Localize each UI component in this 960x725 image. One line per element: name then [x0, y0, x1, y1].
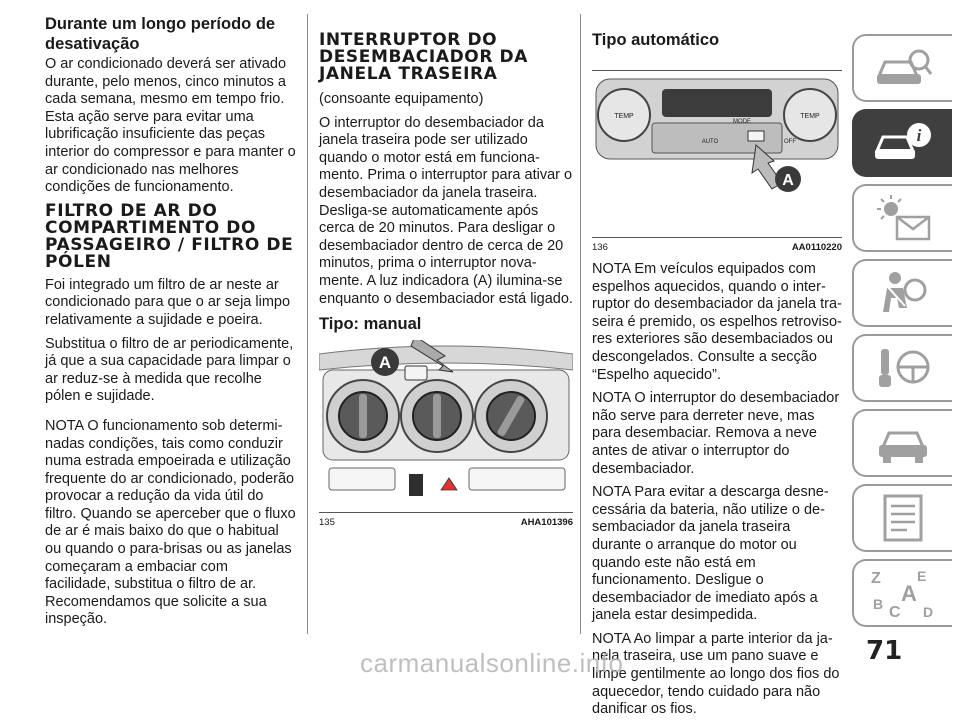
paragraph-auto-3: NOTA Para evitar a descarga desnecessária da bateria, não utilize o desembaciador da janela traseira durante o arranque do motor ou quando este não está em funcionamento. Desligue o desembaciador de imediato após a janela estar desimpedida.: [592, 484, 829, 624]
tab-warning-lights[interactable]: [852, 184, 952, 252]
label-mode: MODE: [733, 119, 751, 125]
figure-code: AA0110220: [791, 242, 842, 253]
svg-text:D: D: [923, 604, 934, 620]
section-tabs: [852, 34, 952, 634]
svg-text:C: C: [889, 604, 901, 621]
tab-starting-driving[interactable]: [852, 334, 952, 402]
tab-car-info[interactable]: [852, 109, 952, 177]
svg-text:i: i: [916, 126, 922, 145]
svg-text:Z: Z: [871, 570, 881, 587]
page-number: 71: [866, 636, 903, 666]
heading-auto: Tipo automático: [592, 31, 720, 49]
tab-safety[interactable]: [852, 259, 952, 327]
label-off: OFF: [784, 139, 796, 145]
specifications-list-icon: [875, 492, 931, 544]
label-auto: AUTO: [701, 139, 719, 145]
label-temp-right: TEMP: [800, 113, 820, 120]
car-search-icon: [873, 46, 933, 90]
column-divider-1: [307, 14, 308, 634]
paragraph-auto-4: NOTA Ao limpar a parte interior da janela traseira, use um pano suave e limpe gentilmente ao longo dos fios do aquecedor, tendo cuidado para não danificar os fios.: [592, 630, 840, 718]
heading-filter: FILTRO DE AR DO COMPARTIMENTO DO PASSAGEIRO / FILTRO DE PÓLEN: [45, 200, 294, 272]
svg-text:A: A: [901, 581, 917, 606]
knob-mode: [401, 380, 473, 452]
car-service-icon: [875, 421, 931, 465]
label-temp-left: TEMP: [614, 113, 634, 120]
figure-callout-a: A: [378, 353, 392, 373]
figure-number: 136: [592, 242, 608, 253]
paragraph-auto-2: NOTA O interruptor do desembaciador não serve para derreter neve, mas para desembaciar. Remova a neve antes de ativar o interruptor do desembaciador.: [592, 390, 840, 477]
paragraph-filter-2: Substitua o filtro de ar periodicamente, já que a sua capacidade para limpar o ar reduz-se à medida que recolhe pólen e sujidade.: [45, 335, 294, 405]
figure-caption-136: [592, 242, 842, 253]
svg-text:B: B: [873, 596, 884, 612]
paragraph-filter-note: NOTA O funcionamento sob determinadas condições, tais como conduzir numa estrada empoeirada e utilização frequente do ar condicionado, poderão provocar a redução da vida útil do filtro. Quando se aperceber que o fluxo de ar é mais baixo do que o habitual ou quando o para-brisas ou as janelas começaram a embaciar com facilidade, substitua o filtro de ar. Recomendamos que solicite a sua inspeção.: [45, 417, 296, 628]
tab-service[interactable]: [852, 409, 952, 477]
watermark: carmanualsonline.info: [360, 648, 624, 678]
paragraph-auto-1: NOTA Em veículos equipados com espelhos aquecidos, quando o interruptor do desembaciador da janela traseira é premido, os espelhos retrovisores exteriores são desembaciados ou descongelados. Consulte a secção “Espelho aquecido”.: [592, 261, 842, 383]
column-divider-2: [580, 14, 581, 634]
heading-long-period: Durante um longo período de desativação: [45, 15, 276, 53]
figure-code: AHA101396: [520, 517, 573, 529]
warning-lights-message-icon: [873, 193, 933, 243]
knob-fan: [327, 380, 399, 452]
tab-index[interactable]: [852, 559, 952, 627]
airbag-seatbelt-icon: [875, 268, 931, 318]
column-3: [592, 14, 842, 725]
alphabetical-index-icon: [867, 565, 939, 621]
figure-manual-panel: [319, 340, 573, 513]
figure-callout-a: A: [782, 172, 794, 189]
heading-manual: Tipo: manual: [319, 315, 422, 334]
figure-caption-135: [319, 517, 573, 528]
paragraph-equipment: (consoante equipamento): [319, 91, 484, 107]
figure-number: 135: [319, 517, 335, 529]
paragraph-long-period: O ar condicionado deverá ser ativado durante, pelo menos, cinco minutos a cada semana, mesmo em tempo frio. Esta ação serve para evitar uma lubrificação insuficiente das peças interior do compressor e para manter o ar condicionado nas melhores condições de funcionamento.: [45, 56, 296, 196]
tab-car-search[interactable]: [852, 34, 952, 102]
figure-auto-panel: [592, 70, 842, 238]
heading-defroster: INTERRUPTOR DO DESEMBACIADOR DA JANELA TRASEIRA: [319, 30, 529, 84]
paragraph-filter-1: Foi integrado um filtro de ar neste ar condicionado para que o ar seja limpo relativamente a sujidade e poeira.: [45, 276, 291, 328]
svg-text:E: E: [917, 568, 927, 584]
manual-climate-panel-illustration: [319, 340, 573, 512]
key-steering-wheel-icon: [873, 343, 933, 393]
tab-specifications[interactable]: [852, 484, 952, 552]
automatic-climate-panel-illustration: [592, 71, 842, 237]
paragraph-defroster: O interruptor do desembaciador da janela traseira pode ser utilizado quando o motor está em funcionamento. Prima o interruptor para ativar o desembaciador da janela traseira. Desliga-se automaticamente após cerca de 20 minutos. Para desligar o desembaciador dentro de cerca de 20 minutos, prima o interruptor novamente. A luz indicadora (A) ilumina-se enquanto o desembaciador está ligado.: [319, 114, 573, 307]
car-info-icon: [871, 119, 935, 167]
knob-temperature: [475, 380, 547, 452]
column-1: [45, 14, 297, 635]
column-2: [319, 14, 573, 536]
